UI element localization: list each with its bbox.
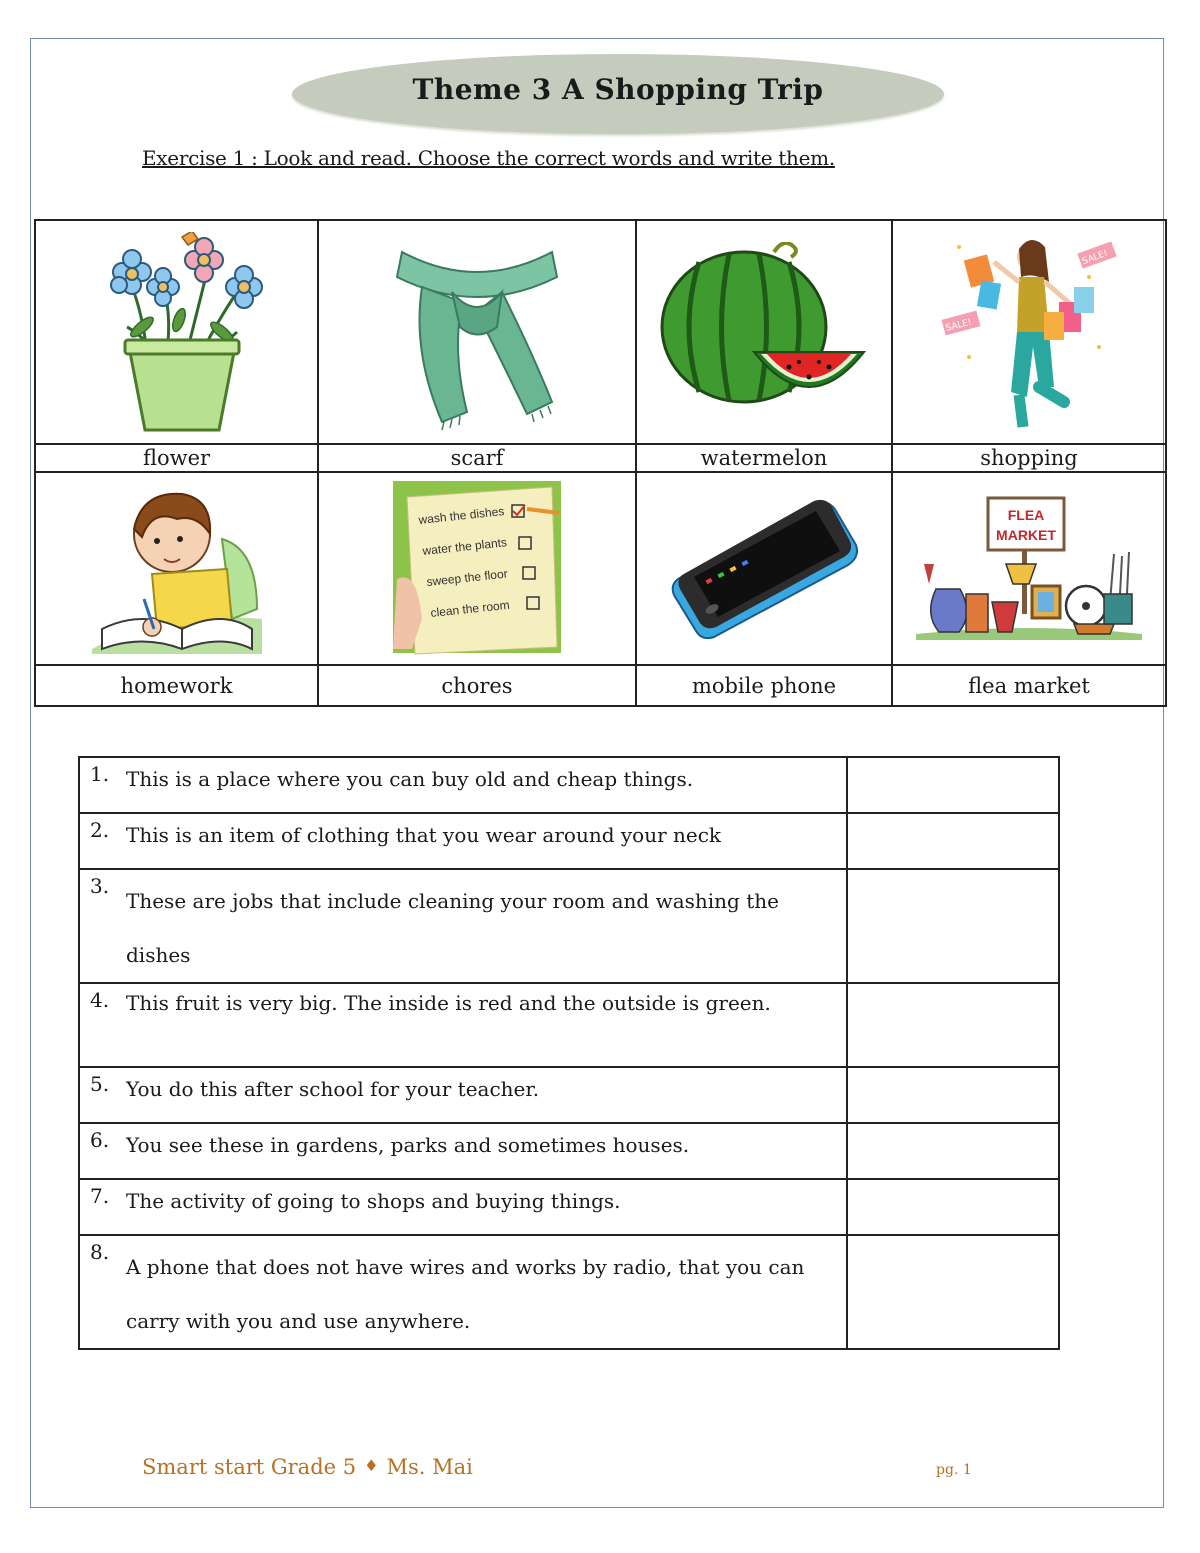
sale-tag-1: SALE! [944,317,973,334]
question-number: 6. [90,1128,110,1152]
vocab-cell-flower [35,220,318,444]
vocab-label-flea-market: flea market [892,665,1166,706]
vocab-label-watermelon: watermelon [636,444,892,472]
chores-list-icon [387,479,567,659]
footer-credit [142,1455,473,1479]
vocab-label-homework: homework [35,665,318,706]
shopping-woman-icon [939,227,1119,437]
question-text: A phone that does not have wires and works by radio, that you can carry with you and use anywhere. [126,1255,805,1333]
question-number: 3. [90,874,110,898]
question-text: You do this after school for your teacher. [126,1077,540,1101]
question-cell [79,1123,847,1179]
question-number: 1. [90,762,110,786]
answer-box[interactable] [847,813,1059,869]
vocabulary-table [34,219,1167,707]
vocab-cell-mobile-phone [636,472,892,665]
page-number: pg. 1 [936,1462,972,1478]
question-number: 8. [90,1240,110,1264]
questions-table [78,756,1060,1350]
footer-author: Ms. Mai [386,1455,473,1479]
question-cell [79,1067,847,1123]
vocab-label-scarf: scarf [318,444,636,472]
question-cell [79,813,847,869]
mobile-phone-icon [664,499,864,639]
question-cell [79,983,847,1067]
answer-box[interactable] [847,1067,1059,1123]
vocab-label-shopping: shopping [892,444,1166,472]
chore-4: clean the room [429,597,511,620]
vocab-label-chores: chores [318,665,636,706]
chore-2: water the plants [421,534,508,558]
question-text: The activity of going to shops and buying things. [126,1189,621,1213]
question-text: This is an item of clothing that you wear around your neck [126,823,722,847]
answer-box[interactable] [847,1123,1059,1179]
diamond-separator-icon: ♦ [364,1456,379,1475]
footer-course: Smart start Grade 5 [142,1455,357,1479]
question-text: This is a place where you can buy old and cheap things. [126,767,694,791]
scarf-icon [382,232,572,432]
vocab-cell-watermelon [636,220,892,444]
question-cell [79,757,847,813]
question-number: 5. [90,1072,110,1096]
question-text: This fruit is very big. The inside is red and the outside is green. [126,991,771,1015]
vocab-cell-flea-market [892,472,1166,665]
chore-3: sweep the floor [425,566,509,589]
boy-writing-icon [82,479,272,659]
answer-box[interactable] [847,869,1059,983]
flea-sign-line1: FLEA [1007,506,1045,523]
flower-pot-icon [87,232,267,432]
answer-box[interactable] [847,1235,1059,1349]
watermelon-icon [659,242,869,422]
question-cell [79,1235,847,1349]
question-cell [79,869,847,983]
page-title: Theme 3 A Shopping Trip [412,73,824,106]
answer-box[interactable] [847,983,1059,1067]
question-cell [79,1179,847,1235]
flea-sign-line2: MARKET [996,526,1056,543]
vocab-cell-chores [318,472,636,665]
answer-box[interactable] [847,1179,1059,1235]
question-number: 2. [90,818,110,842]
sale-tag-2: SALE! [1080,248,1110,268]
question-text: These are jobs that include cleaning your room and washing the dishes [126,889,779,967]
vocab-label-flower: flower [35,444,318,472]
question-number: 4. [90,988,110,1012]
chore-1: wash the dishes [417,503,505,527]
answer-box[interactable] [847,757,1059,813]
flea-market-icon [914,494,1144,644]
vocab-cell-homework [35,472,318,665]
question-number: 7. [90,1184,110,1208]
vocab-label-mobile-phone: mobile phone [636,665,892,706]
vocab-cell-scarf [318,220,636,444]
question-text: You see these in gardens, parks and sometimes houses. [126,1133,690,1157]
exercise-instruction: Exercise 1 : Look and read. Choose the correct words and write them. [142,146,835,170]
vocab-cell-shopping [892,220,1166,444]
